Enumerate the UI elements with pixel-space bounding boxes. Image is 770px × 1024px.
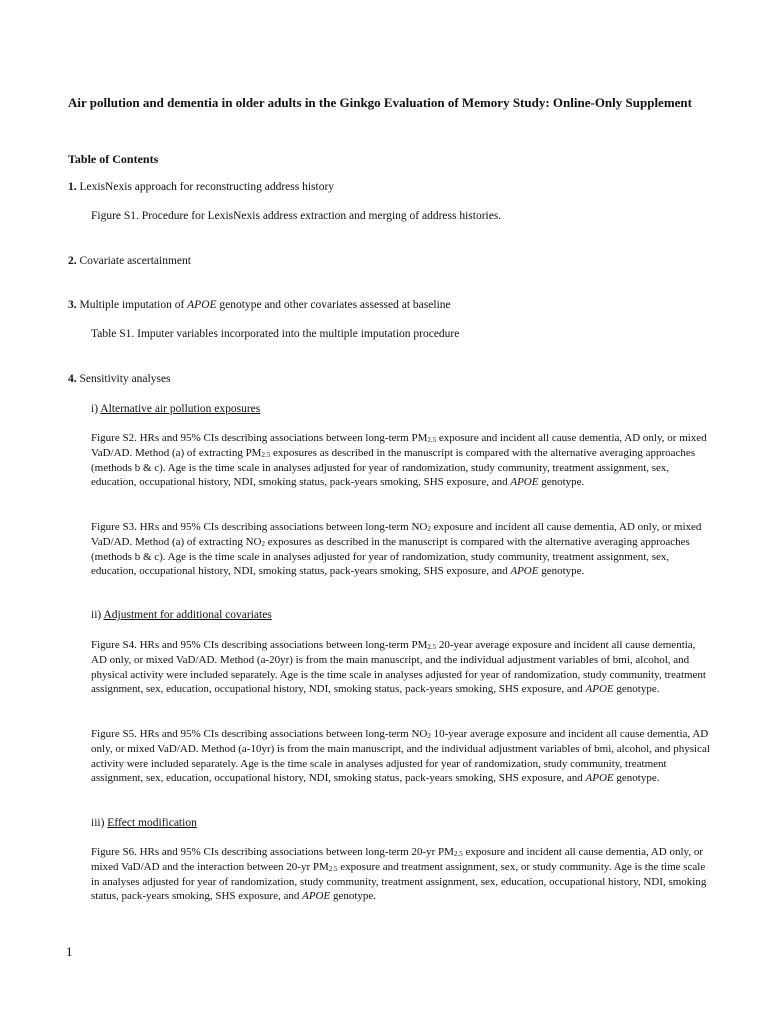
toc-figure-s5: Figure S5. HRs and 95% CIs describing associations between long-term $NO_2$ 10-year average exposure and incident all cause dementia, AD only, or mixed VaD/AD. Method (a-10yr) is from the main manuscript, and the individual adjustment variables of bmi, alcohol, and physical activity were included separately. Age is the time scale in analyses adjusted for year of randomization, study community, treatment assignment, sex, education, occupational history, NDI, smoking status, pack-years smoking, SHS exposure, and APOE genotype. — [91, 728, 710, 785]
subsection-i: i) Alternative air pollution exposures — [91, 403, 261, 415]
subsection-iii: iii) Effect modification — [91, 817, 197, 829]
document-title: Air pollution and dementia in older adults in the Ginkgo Evaluation of Memory Study: Online-Only Supplement — [68, 95, 692, 110]
section-title: Covariate ascertainment — [79, 255, 191, 267]
section-title: Multiple imputation of APOE genotype and other covariates assessed at baseline — [79, 299, 451, 311]
toc-figure-s4: Figure S4. HRs and 95% CIs describing associations between long-term $PM_{2.5}$ 20-year average exposure and incident all cause dementia, AD only, or mixed VaD/AD. Method (a-20yr) is from the main manuscript, and the individual adjustment variables of bmi, alcohol, and physical activity were included separately. Age is the time scale in analyses adjusted for year of randomization, study community, treatment assignment, sex, education, occupational history, NDI, smoking status, pack-years smoking, SHS exposure, and APOE genotype. — [91, 639, 706, 696]
page-number: 1 — [66, 944, 73, 959]
toc-section-1 — [68, 180, 334, 195]
subsection-title: Alternative air pollution exposures — [100, 403, 261, 415]
subsection-ii: ii) Adjustment for additional covariates — [91, 609, 272, 621]
section-number: 4. — [68, 373, 77, 385]
toc-table-s1: Table S1. Imputer variables incorporated into the multiple imputation procedure — [91, 328, 460, 340]
toc-figure-s1: Figure S1. Procedure for LexisNexis address extraction and merging of address histories. — [91, 210, 502, 222]
toc-heading: Table of Contents — [68, 152, 159, 166]
section-title: LexisNexis approach for reconstructing address history — [79, 181, 335, 193]
subsection-title: Effect modification — [107, 817, 197, 829]
toc-figure-s2: Figure S2. HRs and 95% CIs describing associations between long-term $PM_{2.5}$ exposure and incident all cause dementia, AD only, or mixed VaD/AD. Method (a) of extracting $PM_{2.5}$ exposures as described in the manuscript is compared with the alternative averaging approaches (methods b & c). Age is the time scale in analyses adjusted for year of randomization, study community, treatment assignment, sex, education, occupational history, NDI, smoking status, pack-years smoking, SHS exposure, and APOE genotype. — [91, 432, 707, 489]
toc-section-3 — [68, 298, 451, 313]
toc-figure-s3: Figure S3. HRs and 95% CIs describing associations between long-term $NO_2$ exposure and incident all cause dementia, AD only, or mixed VaD/AD. Method (a) of extracting $NO_2$ exposures as described in the manuscript is compared with the alternative averaging approaches (methods b & c). Age is the time scale in analyses adjusted for year of randomization, study community, treatment assignment, sex, education, occupational history, NDI, smoking status, pack-years smoking, SHS exposure, and APOE genotype. — [91, 521, 702, 578]
subsection-title: Adjustment for additional covariates — [103, 609, 272, 621]
section-number: 2. — [68, 255, 77, 267]
section-number: 3. — [68, 299, 77, 311]
section-number: 1. — [68, 181, 77, 193]
toc-figure-s6: Figure S6. HRs and 95% CIs describing associations between long-term 20-yr $PM_{2.5}$ exposure and incident all cause dementia, AD only, or mixed VaD/AD and the interaction between 20-yr $PM_{2.5}$ exposure and treatment assignment, sex, or study community. Age is the time scale in analyses adjusted for year of randomization, study community, treatment assignment, sex, education, occupational history, NDI, smoking status, pack-years smoking, SHS exposure, and APOE genotype. — [91, 846, 707, 903]
toc-section-4 — [68, 372, 171, 387]
section-title: Sensitivity analyses — [79, 373, 171, 385]
toc-section-2 — [68, 254, 191, 269]
